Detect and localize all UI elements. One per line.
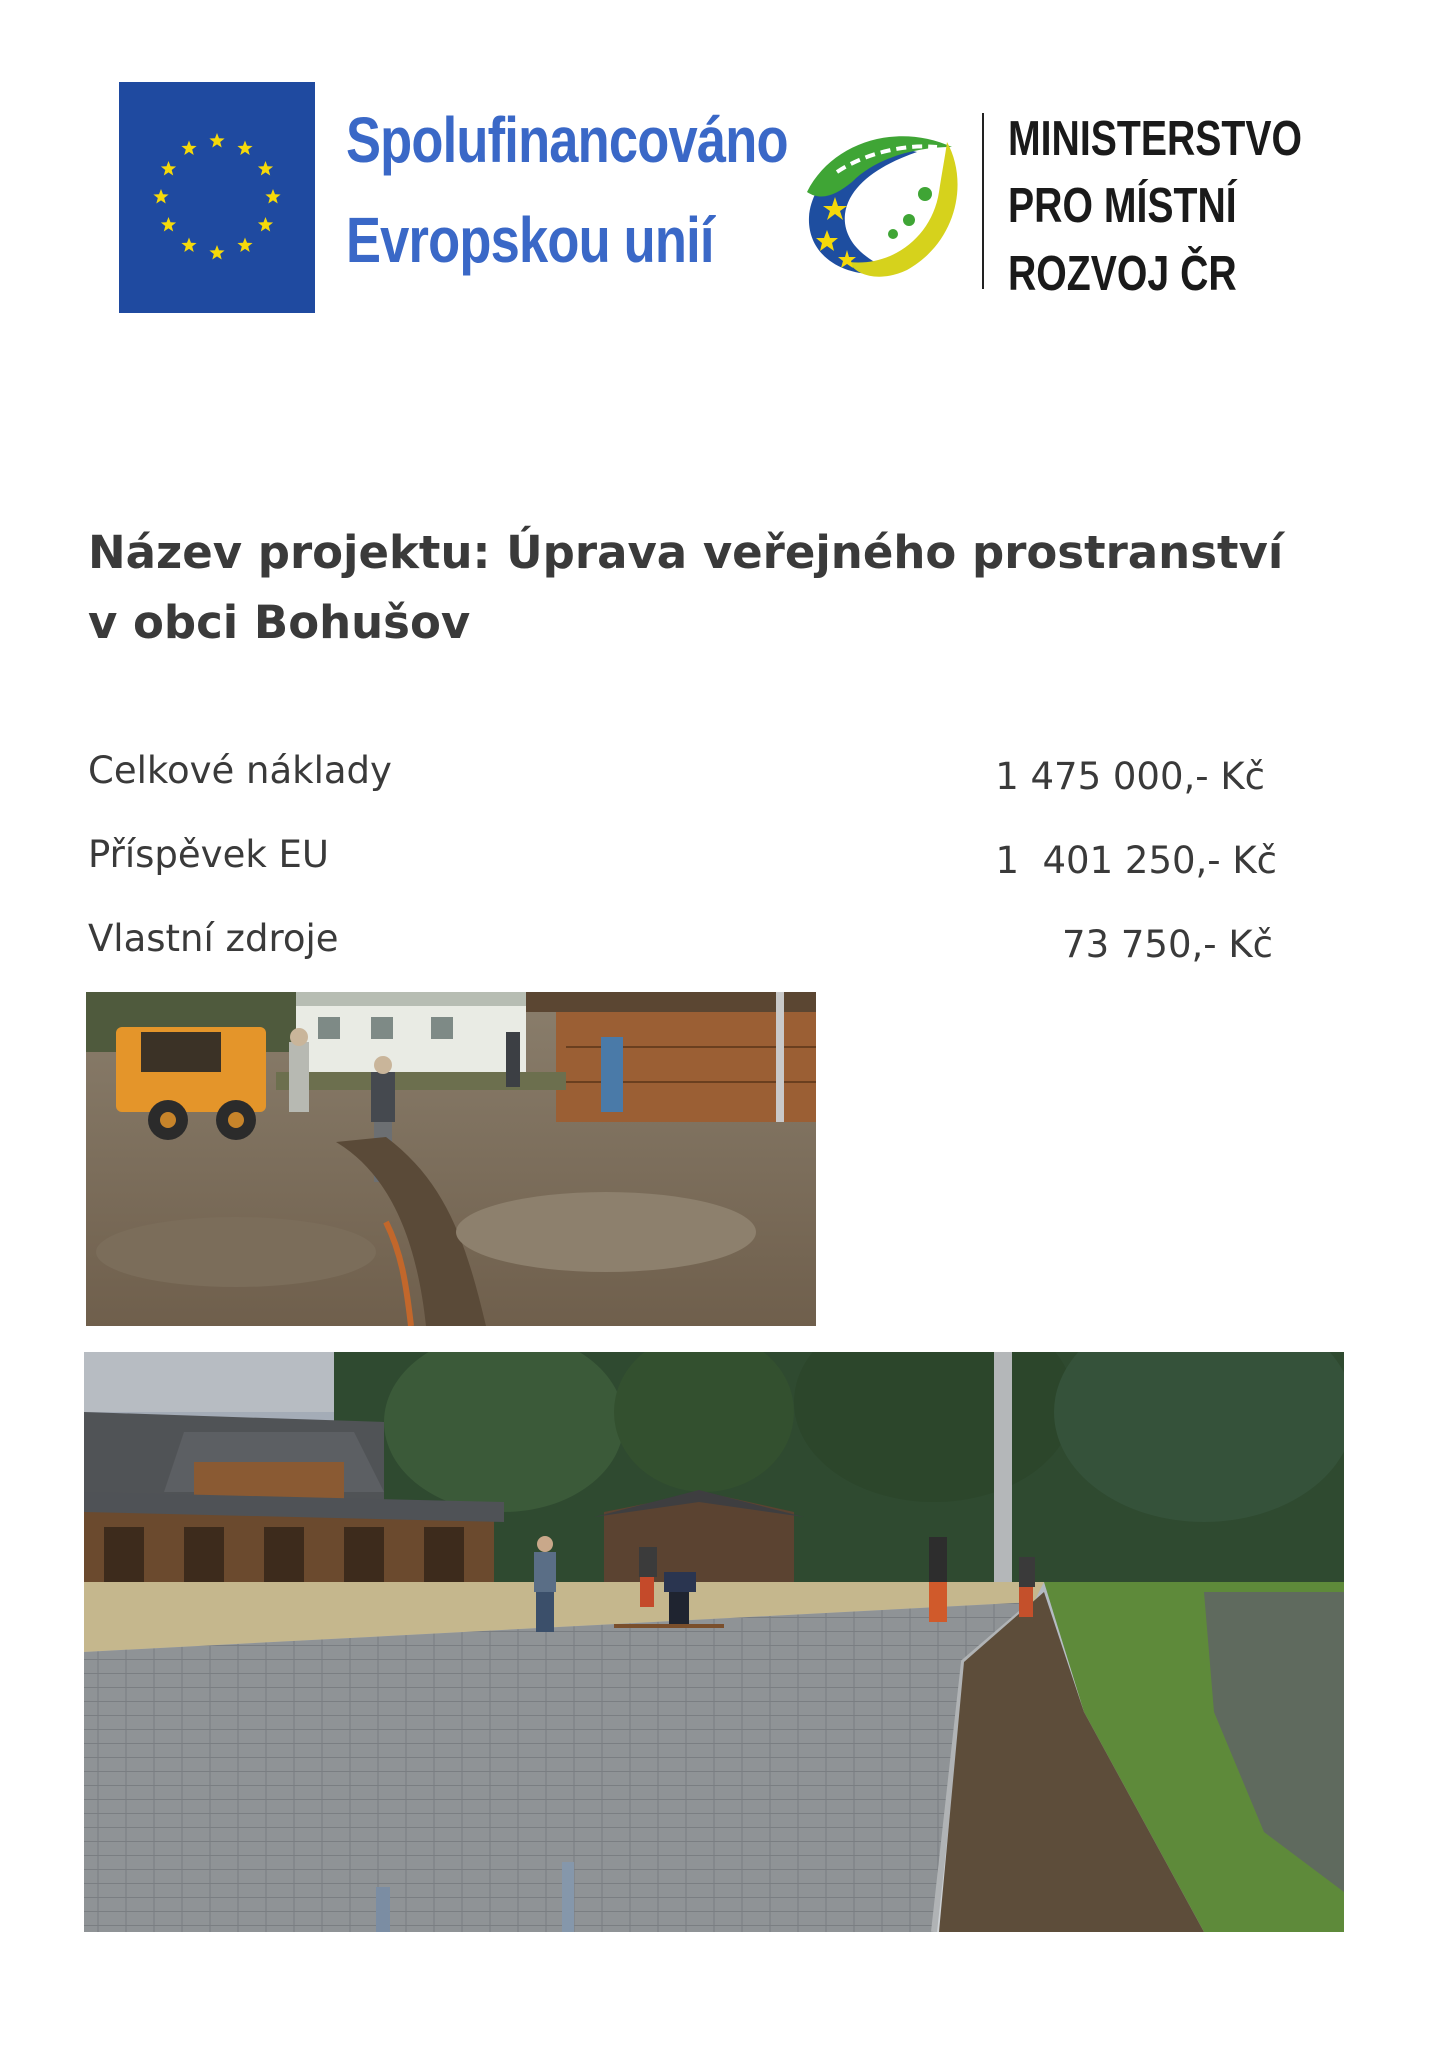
- eu-star-icon: [161, 217, 176, 232]
- eu-star-icon: [258, 217, 273, 232]
- project-title-line2: v obci Bohušov: [88, 596, 471, 649]
- eu-cofinanced-text-line1: Spolufinancováno: [346, 104, 788, 176]
- ministry-name-line2: PRO MÍSTNÍ: [1008, 179, 1237, 233]
- ministry-name-line3: ROZVOJ ČR: [1008, 247, 1237, 301]
- eu-star-icon: [265, 189, 280, 204]
- project-title-line1: Název projektu: Úprava veřejného prostranství: [88, 526, 1284, 579]
- eu-flag-logo: [119, 82, 315, 313]
- total-costs-label: Celkové náklady: [88, 749, 392, 792]
- ministry-name-line1: MINISTERSTVO: [1008, 112, 1303, 166]
- eu-star-icon: [237, 141, 252, 156]
- eu-star-icon: [258, 161, 273, 176]
- logo-divider: [982, 113, 984, 289]
- own-resources-value: 73 750,- Kč: [1062, 923, 1273, 966]
- construction-site-photo: [86, 992, 816, 1326]
- eu-contribution-value: 1 401 250,- Kč: [995, 839, 1277, 882]
- own-resources-label: Vlastní zdroje: [88, 917, 339, 960]
- eu-star-icon: [181, 238, 196, 253]
- eu-star-icon: [181, 141, 196, 156]
- eu-star-icon: [153, 189, 168, 204]
- eu-star-icon: [209, 133, 224, 148]
- eu-star-icon: [161, 161, 176, 176]
- eu-contribution-label: Příspěvek EU: [88, 833, 329, 876]
- eu-star-icon: [209, 245, 224, 260]
- eu-stars-icon: [119, 82, 315, 313]
- ministry-logo-icon: [797, 122, 962, 282]
- paved-square-photo: [84, 1352, 1344, 1932]
- eu-star-icon: [237, 238, 252, 253]
- total-costs-value: 1 475 000,- Kč: [995, 755, 1265, 798]
- eu-cofinanced-text-line2: Evropskou unií: [346, 204, 714, 276]
